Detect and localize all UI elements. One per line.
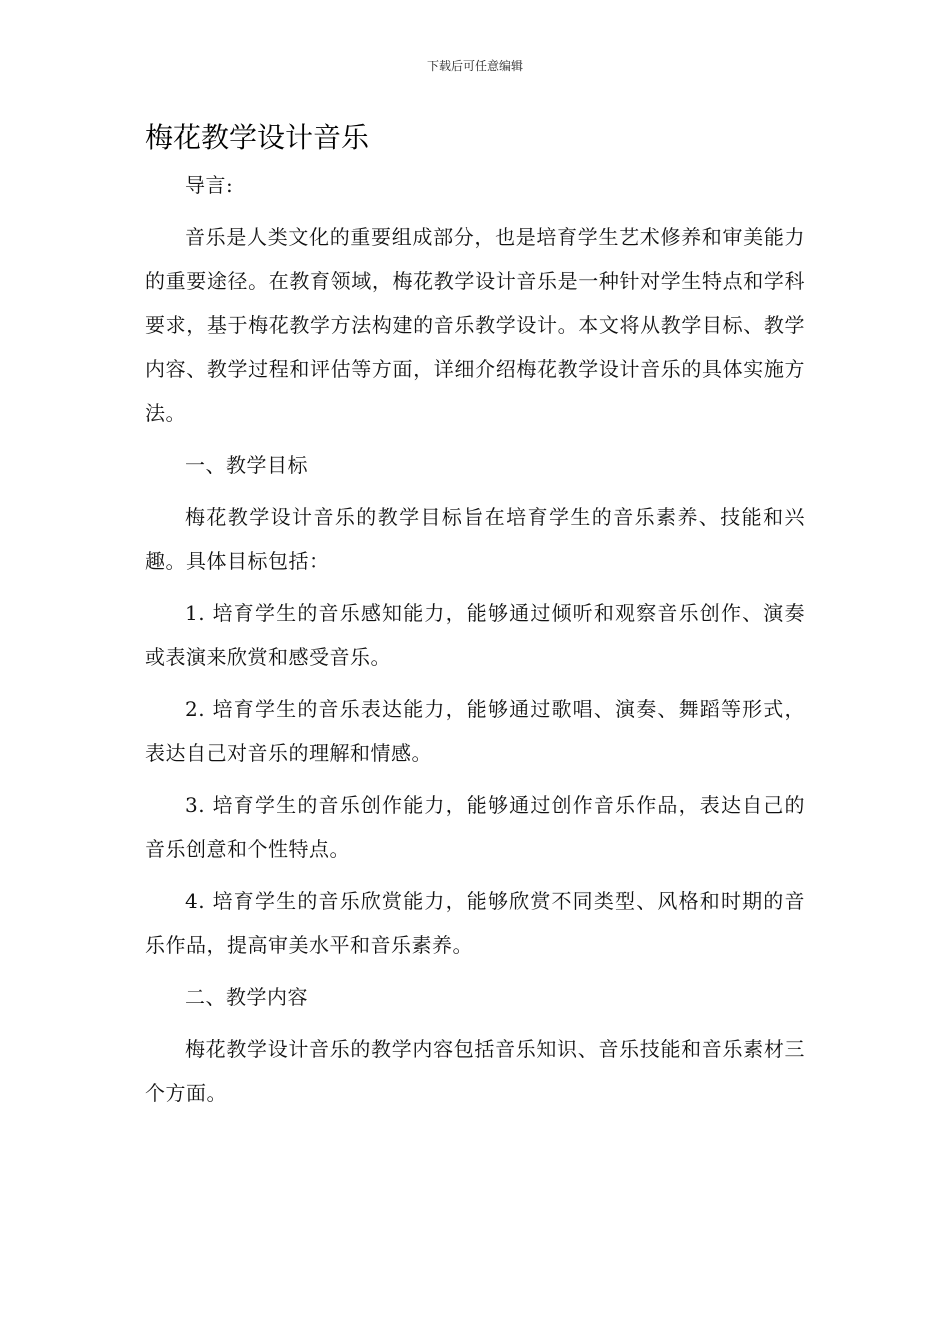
section-heading-content: 二、教学内容 xyxy=(185,985,308,1009)
list-item-goal-2: 2. 培育学生的音乐表达能力，能够通过歌唱、演奏、舞蹈等形式，表达自己对音乐的理解和情感。 xyxy=(145,697,805,765)
document-body xyxy=(145,163,805,1123)
paragraph-intro: 音乐是人类文化的重要组成部分，也是培育学生艺术修养和审美能力的重要途径。在教育领域，梅花教学设计音乐是一种针对学生特点和学科要求，基于梅花教学方法构建的音乐教学设计。本文将从教学目标、教学内容、教学过程和评估等方面，详细介绍梅花教学设计音乐的具体实施方法。 xyxy=(145,225,805,425)
section-heading-goals: 一、教学目标 xyxy=(185,453,308,477)
list-item-goal-1: 1. 培育学生的音乐感知能力，能够通过倾听和观察音乐创作、演奏或表演来欣赏和感受音乐。 xyxy=(145,601,805,669)
paragraph-intro-label: 导言: xyxy=(185,173,234,197)
document-title: 梅花教学设计音乐 xyxy=(145,121,370,154)
header-note: 下载后可任意编辑 xyxy=(426,59,523,73)
paragraph-content: 梅花教学设计音乐的教学内容包括音乐知识、音乐技能和音乐素材三个方面。 xyxy=(145,1037,805,1105)
paragraph-goals: 梅花教学设计音乐的教学目标旨在培育学生的音乐素养、技能和兴趣。具体目标包括： xyxy=(145,505,805,573)
list-item-goal-3: 3. 培育学生的音乐创作能力，能够通过创作音乐作品，表达自己的音乐创意和个性特点。 xyxy=(145,793,805,861)
list-item-goal-4: 4. 培育学生的音乐欣赏能力，能够欣赏不同类型、风格和时期的音乐作品，提高审美水平和音乐素养。 xyxy=(145,889,805,957)
